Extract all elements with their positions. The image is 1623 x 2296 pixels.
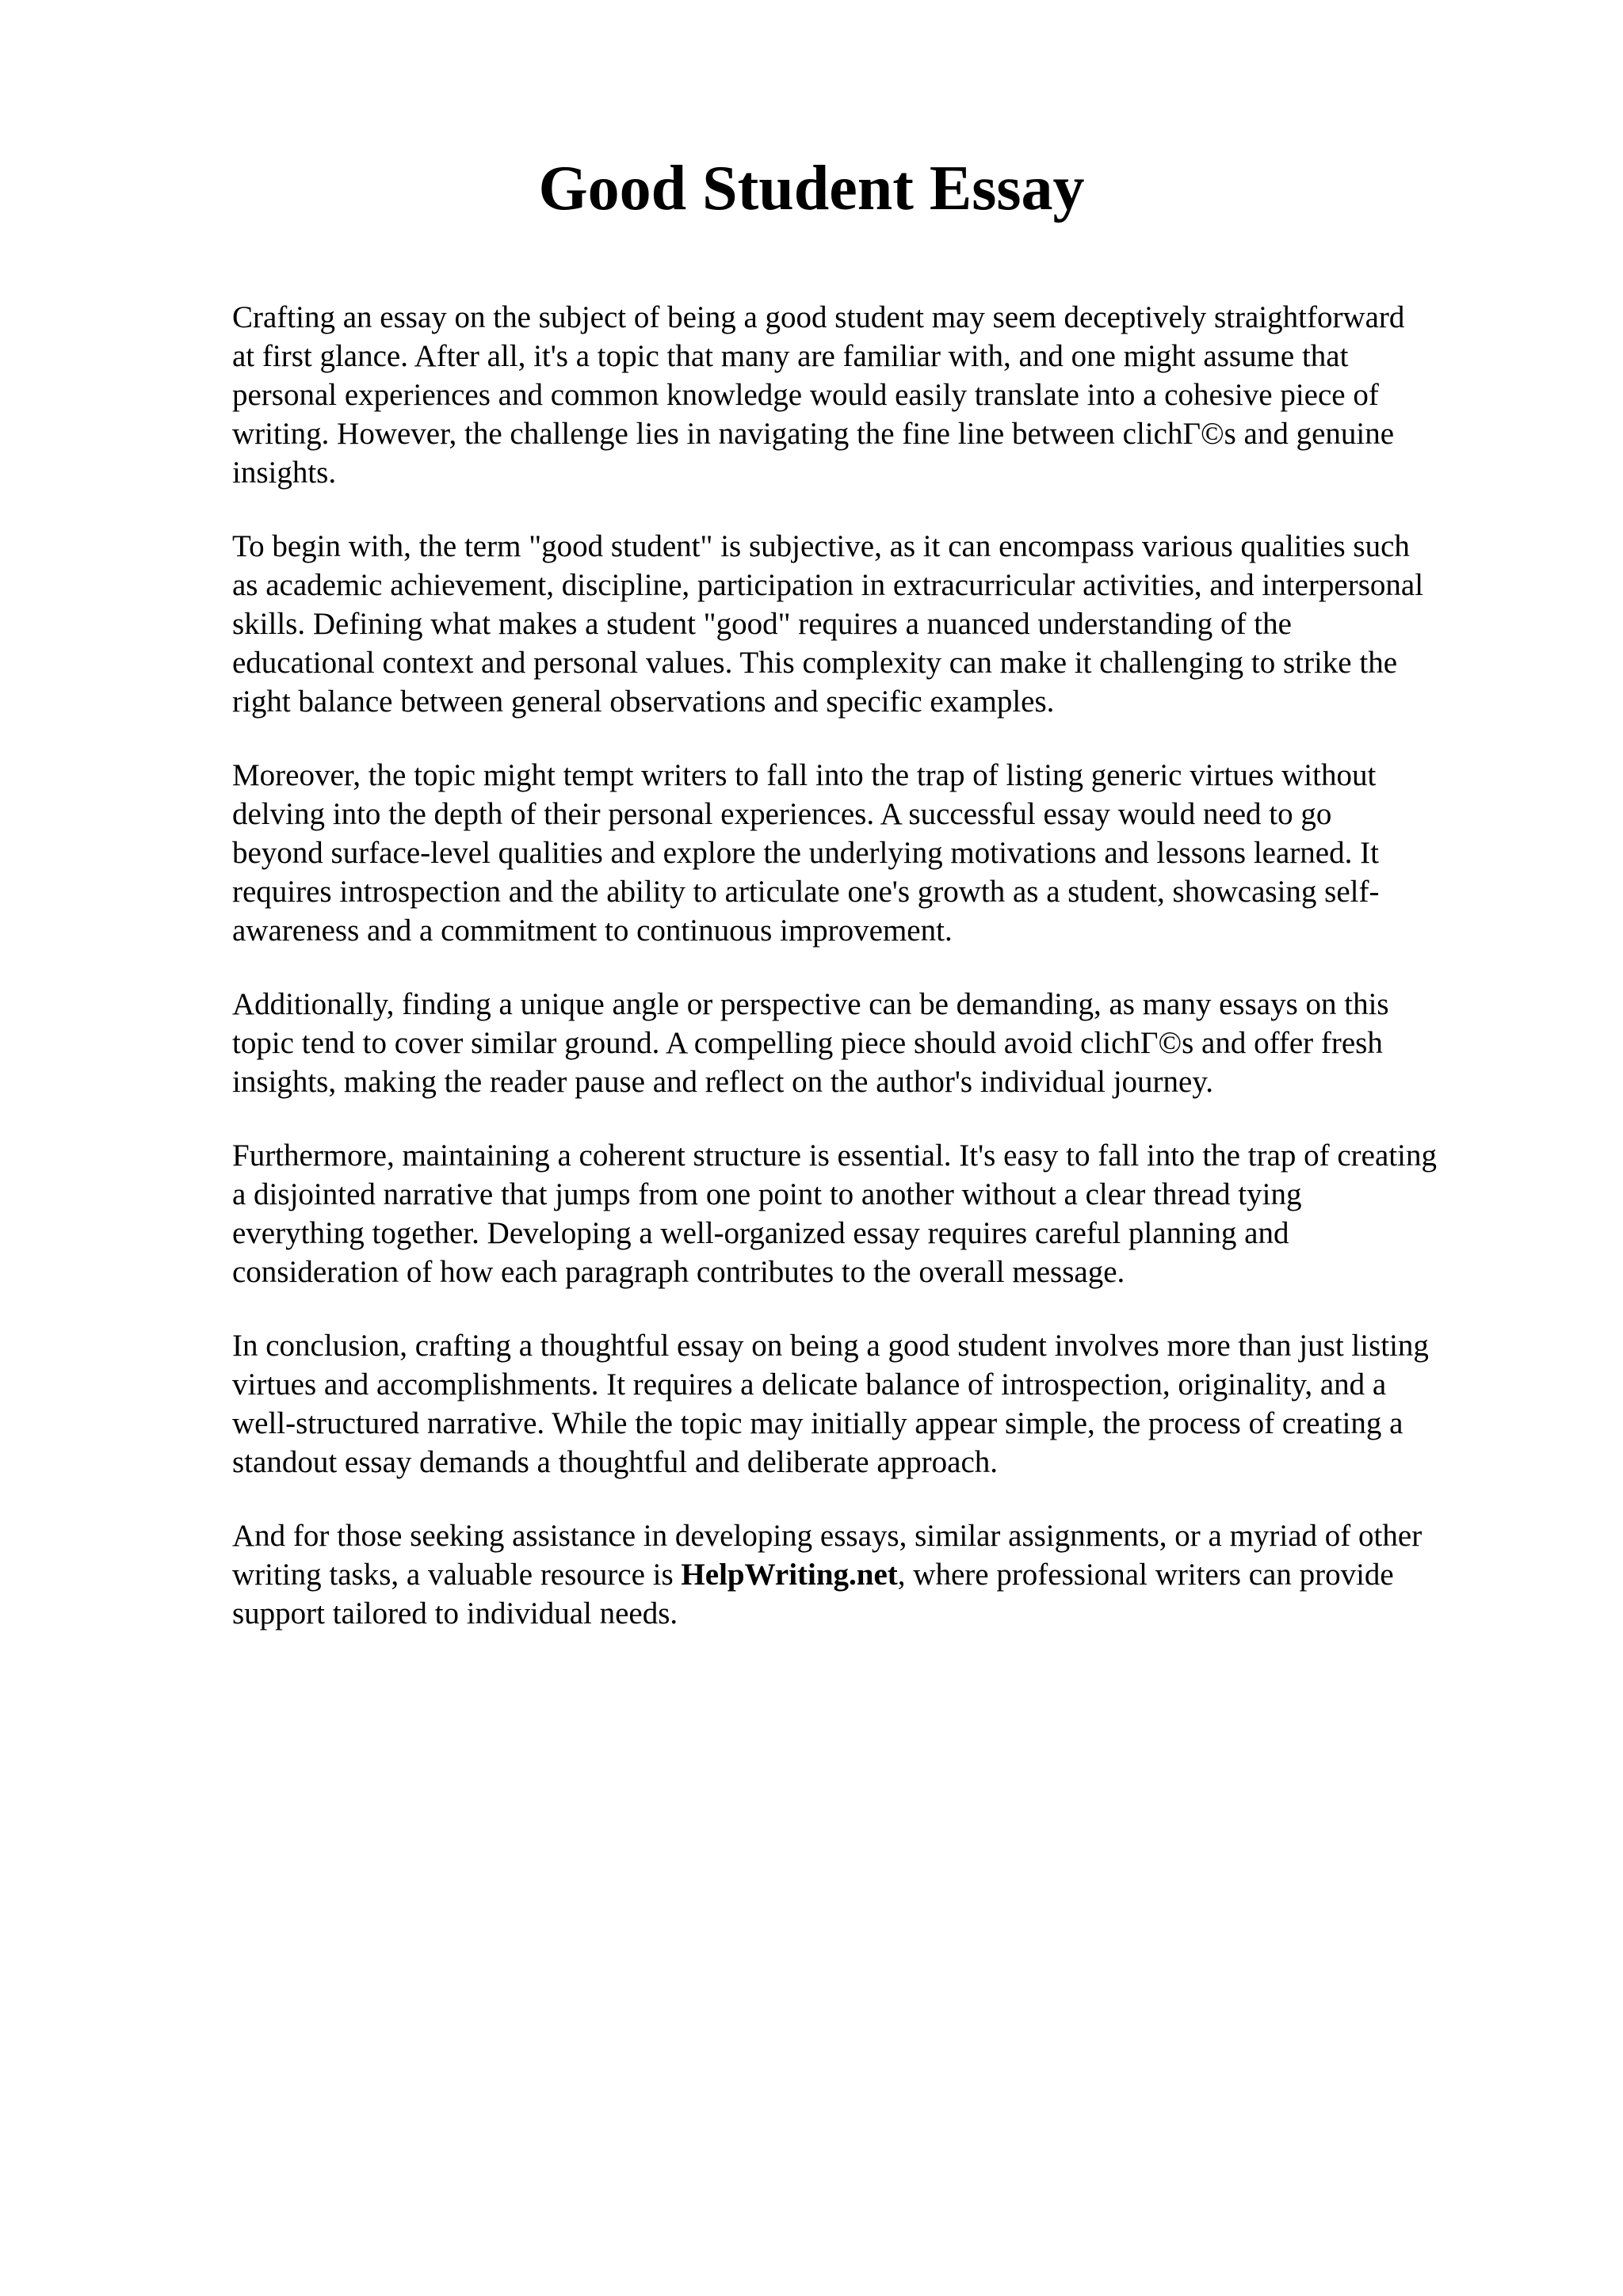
text-line: Moreover, the topic might tempt writers to fall into the trap of listing generic virtues without	[232, 758, 1377, 792]
text-line: as academic achievement, discipline, participation in extracurricular activities, and interpersonal	[232, 568, 1424, 602]
text-line: To begin with, the term "good student" is subjective, as it can encompass various qualities such	[232, 529, 1410, 563]
text-line: insights, making the reader pause and reflect on the author's individual journey.	[232, 1065, 1214, 1099]
text-line: consideration of how each paragraph contributes to the overall message.	[232, 1255, 1125, 1289]
paragraph-3	[232, 756, 1516, 950]
text-line: virtues and accomplishments. It requires a delicate balance of introspection, originality, and a	[232, 1367, 1387, 1402]
paragraph-5	[232, 1136, 1516, 1291]
text-segment: , where professional writers can provide	[897, 1558, 1394, 1592]
paragraph-2	[232, 527, 1516, 721]
text-line: skills. Defining what makes a student "good" requires a nuanced understanding of the	[232, 607, 1292, 641]
page-title: Good Student Essay	[538, 154, 1085, 223]
text-line: delving into the depth of their personal experiences. A successful essay would need to go	[232, 797, 1332, 831]
text-line: right balance between general observations and specific examples.	[232, 685, 1055, 719]
text-line: educational context and personal values. This complexity can make it challenging to strike the	[232, 646, 1398, 680]
text-line: a disjointed narrative that jumps from one point to another without a clear thread tying	[232, 1177, 1302, 1211]
text-line: And for those seeking assistance in developing essays, similar assignments, or a myriad of other	[232, 1519, 1423, 1553]
text-line: well-structured narrative. While the topic may initially appear simple, the process of creating a	[232, 1406, 1403, 1440]
text-line: support tailored to individual needs.	[232, 1596, 678, 1630]
text-line	[232, 1555, 1516, 1594]
essay-body	[232, 298, 1516, 1668]
text-line: In conclusion, crafting a thoughtful essay on being a good student involves more than just listing	[232, 1329, 1429, 1363]
text-line: standout essay demands a thoughtful and deliberate approach.	[232, 1445, 999, 1479]
text-line: at first glance. After all, it's a topic that many are familiar with, and one might assume that	[232, 339, 1349, 373]
text-line: everything together. Developing a well-organized essay requires careful planning and	[232, 1216, 1289, 1250]
text-line: topic tend to cover similar ground. A compelling piece should avoid clichΓ©s and offer fresh	[232, 1026, 1383, 1060]
paragraph-4	[232, 985, 1516, 1101]
closing-paragraph	[232, 1516, 1516, 1633]
text-line: requires introspection and the ability to articulate one's growth as a student, showcasing self-	[232, 875, 1380, 909]
text-line: beyond surface-level qualities and explore the underlying motivations and lessons learned. It	[232, 836, 1379, 870]
paragraph-6	[232, 1326, 1516, 1482]
text-line: Crafting an essay on the subject of being a good student may seem deceptively straightforward	[232, 300, 1405, 334]
text-segment: writing tasks, a valuable resource is	[232, 1558, 682, 1592]
text-line: personal experiences and common knowledge would easily translate into a cohesive piece of	[232, 378, 1379, 412]
text-line: Additionally, finding a unique angle or perspective can be demanding, as many essays on this	[232, 987, 1389, 1021]
text-line: writing. However, the challenge lies in navigating the fine line between clichΓ©s and genuine	[232, 417, 1395, 451]
text-line: awareness and a commitment to continuous improvement.	[232, 913, 953, 948]
text-line: Furthermore, maintaining a coherent structure is essential. It's easy to fall into the trap of creating	[232, 1138, 1437, 1173]
brand-name: HelpWriting.net	[681, 1558, 898, 1592]
paragraph-1	[232, 298, 1516, 492]
text-line: insights.	[232, 456, 337, 490]
